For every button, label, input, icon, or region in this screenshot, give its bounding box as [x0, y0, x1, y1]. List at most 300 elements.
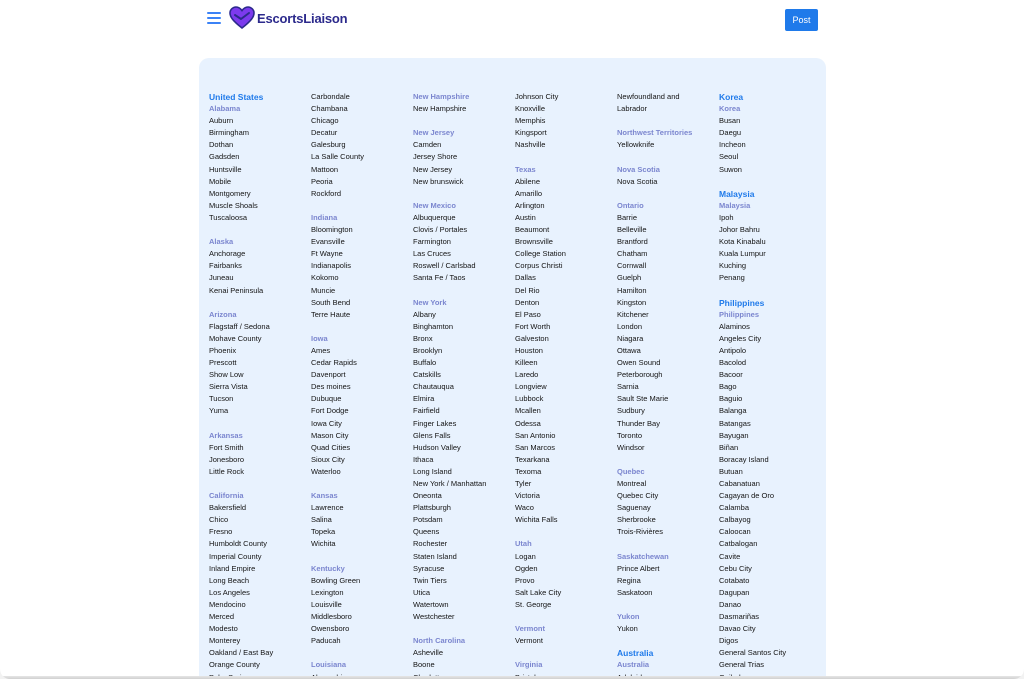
region-heading[interactable]: Iowa — [311, 333, 328, 343]
city-link[interactable]: Modesto — [209, 624, 238, 634]
city-link[interactable]: Ogden — [515, 563, 538, 573]
city-link[interactable]: Baguio — [719, 394, 743, 404]
city-link[interactable]: Merced — [209, 612, 235, 622]
city-link[interactable]: Killeen — [515, 358, 538, 368]
city-link[interactable]: Hudson Valley — [413, 442, 461, 452]
city-link[interactable]: Mohave County — [209, 333, 262, 343]
city-link[interactable]: South Bend — [311, 297, 351, 307]
city-link[interactable]: Anchorage — [209, 249, 246, 259]
city-link[interactable]: Los Angeles — [209, 587, 250, 597]
city-link[interactable]: Flagstaff / Sedona — [209, 321, 270, 331]
city-link[interactable]: Salt Lake City — [515, 587, 562, 597]
city-link[interactable]: Batangas — [719, 418, 751, 428]
country-heading[interactable]: United States — [209, 92, 264, 102]
city-link[interactable]: Penang — [719, 273, 745, 283]
city-link[interactable]: Fairbanks — [209, 261, 242, 271]
city-link[interactable]: Angeles City — [719, 333, 762, 343]
city-link[interactable]: Asheville — [413, 648, 444, 658]
city-link[interactable]: Owensboro — [311, 624, 350, 634]
city-link[interactable]: Cedar Rapids — [311, 358, 357, 368]
city-link[interactable]: College Station — [515, 249, 566, 259]
city-link[interactable]: New York / Manhattan — [413, 479, 487, 488]
city-link[interactable]: Syracuse — [413, 563, 445, 573]
spacer — [515, 526, 615, 538]
logo-text: EscortsLiaison — [257, 10, 348, 26]
region-heading[interactable]: Arkansas — [209, 430, 243, 440]
city-link[interactable]: Buffalo — [413, 358, 437, 368]
city-link[interactable]: Fresno — [209, 527, 233, 537]
city-link[interactable]: Mason City — [311, 430, 349, 440]
city-link[interactable]: Mendocino — [209, 599, 246, 609]
city-link[interactable]: Ithaca — [413, 454, 434, 464]
city-link[interactable]: Quad Cities — [311, 442, 351, 452]
city-link[interactable]: Alaminos — [719, 321, 750, 331]
spacer — [617, 454, 717, 466]
city-link[interactable]: Ft Wayne — [311, 249, 343, 259]
city-link[interactable]: Nova Scotia — [617, 176, 658, 186]
location-column — [209, 91, 309, 679]
city-link[interactable]: Windsor — [617, 442, 645, 452]
city-link[interactable]: Topeka — [311, 527, 336, 537]
city-link[interactable]: Fort Worth — [515, 321, 551, 331]
city-link[interactable]: Chatham — [617, 249, 648, 259]
city-link[interactable]: Houston — [515, 345, 543, 355]
city-link[interactable]: Memphis — [515, 116, 546, 126]
city-link[interactable]: Caloocan — [719, 527, 751, 537]
locations-panel — [199, 58, 826, 679]
city-link[interactable]: Belleville — [617, 225, 647, 235]
city-link[interactable]: New Jersey — [413, 164, 453, 174]
city-link[interactable]: Quebec City — [617, 491, 659, 501]
city-link[interactable]: Plattsburgh — [413, 503, 451, 513]
region-heading[interactable]: Alaska — [209, 237, 234, 247]
region-heading[interactable]: California — [209, 491, 244, 501]
region-heading[interactable]: Ontario — [617, 200, 644, 210]
city-link[interactable]: Corpus Christi — [515, 261, 563, 271]
city-link[interactable]: Ottawa — [617, 345, 641, 355]
city-link[interactable]: Cotabato — [719, 575, 750, 585]
spacer — [617, 599, 717, 611]
spacer — [413, 623, 513, 635]
region-heading[interactable]: Vermont — [515, 624, 546, 634]
city-link[interactable]: Laredo — [515, 370, 539, 380]
country-heading[interactable]: Malaysia — [719, 188, 755, 199]
city-link[interactable]: Clovis / Portales — [413, 225, 468, 235]
city-link[interactable]: Montreal — [617, 479, 647, 488]
city-link[interactable]: Westchester — [413, 612, 455, 622]
city-link[interactable]: Paducah — [311, 636, 341, 646]
region-heading[interactable]: Korea — [719, 104, 741, 114]
city-link[interactable]: Humboldt County — [209, 539, 267, 549]
city-link[interactable]: Catskills — [413, 370, 441, 380]
spacer — [209, 478, 309, 490]
city-link[interactable]: Seoul — [719, 152, 739, 162]
city-link[interactable]: Iowa City — [311, 418, 342, 428]
city-link[interactable]: Nashville — [515, 140, 546, 150]
region-heading[interactable]: New Mexico — [413, 200, 456, 210]
city-link[interactable]: Bago — [719, 382, 737, 392]
city-link[interactable]: Evansville — [311, 237, 345, 247]
region-heading[interactable]: New Hampshire — [413, 92, 470, 101]
city-link[interactable]: Waco — [515, 503, 534, 513]
region-heading[interactable]: Kentucky — [311, 563, 345, 573]
city-link[interactable]: Oakland / East Bay — [209, 648, 274, 658]
city-link[interactable]: Butuan — [719, 466, 743, 476]
city-link[interactable]: Saskatoon — [617, 587, 653, 597]
city-link[interactable]: Bronx — [413, 333, 433, 343]
city-link[interactable]: Tyler — [515, 479, 532, 488]
spacer — [515, 611, 615, 623]
city-link[interactable]: Birmingham — [209, 128, 250, 138]
city-link[interactable]: Jonesboro — [209, 454, 245, 464]
spacer — [617, 188, 717, 200]
city-link[interactable]: Juneau — [209, 273, 234, 283]
country-heading[interactable]: Philippines — [719, 297, 765, 308]
city-link[interactable]: Kitchener — [617, 309, 649, 319]
city-link[interactable]: Kokomo — [311, 273, 339, 283]
city-link[interactable]: Kota Kinabalu — [719, 237, 766, 247]
site-logo[interactable] — [229, 6, 347, 30]
spacer — [719, 285, 819, 297]
region-heading[interactable]: Malaysia — [719, 200, 751, 210]
city-link[interactable]: Fort Smith — [209, 442, 244, 452]
city-link[interactable]: Watertown — [413, 599, 449, 609]
city-link[interactable]: Niagara — [617, 333, 644, 343]
city-link[interactable]: Sarnia — [617, 382, 639, 392]
city-link[interactable]: London — [617, 321, 643, 331]
city-link[interactable]: Tucson — [209, 394, 234, 404]
city-link[interactable]: Dallas — [515, 273, 536, 283]
city-link[interactable]: Dagupan — [719, 587, 750, 597]
city-link[interactable]: Galesburg — [311, 140, 346, 150]
city-link[interactable]: Cagayan de Oro — [719, 491, 775, 501]
city-link[interactable]: Albany — [413, 309, 436, 319]
city-link[interactable]: Chico — [209, 515, 229, 525]
region-heading[interactable]: Quebec — [617, 466, 645, 476]
city-link[interactable]: Binghamton — [413, 321, 454, 331]
city-link[interactable]: Davao City — [719, 624, 756, 634]
city-link[interactable]: Barrie — [617, 212, 638, 222]
city-link[interactable]: Des moines — [311, 382, 351, 392]
city-link[interactable]: Antipolo — [719, 345, 747, 355]
city-link[interactable]: Carbondale — [311, 92, 350, 101]
city-link[interactable]: Tuscaloosa — [209, 212, 248, 222]
city-link[interactable]: Indianapolis — [311, 261, 352, 271]
location-column — [413, 91, 513, 679]
city-link[interactable]: Monterey — [209, 636, 241, 646]
city-link[interactable]: Show Low — [209, 370, 244, 380]
city-link[interactable]: Brantford — [617, 237, 648, 247]
city-link[interactable]: Auburn — [209, 116, 234, 126]
region-heading[interactable]: Australia — [617, 660, 650, 670]
city-link[interactable]: Long Beach — [209, 575, 250, 585]
city-link[interactable]: Queens — [413, 527, 440, 537]
spacer — [209, 418, 309, 430]
city-link[interactable]: Santa Fe / Taos — [413, 273, 466, 283]
city-link[interactable]: Peterborough — [617, 370, 663, 380]
spacer — [311, 647, 411, 659]
city-link[interactable]: Yuma — [209, 406, 229, 416]
city-link[interactable]: Kuala Lumpur — [719, 249, 766, 259]
city-link[interactable]: Imperial County — [209, 551, 262, 561]
city-link[interactable]: Rockford — [311, 188, 342, 198]
region-heading[interactable]: Saskatchewan — [617, 551, 669, 561]
city-link[interactable]: New Hampshire — [413, 104, 467, 114]
city-link[interactable]: Arlington — [515, 200, 545, 210]
city-link[interactable]: Catbalogan — [719, 539, 758, 549]
city-link[interactable]: Muscle Shoals — [209, 200, 258, 210]
city-link[interactable]: Mattoon — [311, 164, 339, 174]
city-link[interactable]: Busan — [719, 116, 741, 126]
region-heading[interactable]: Yukon — [617, 612, 640, 622]
city-link[interactable]: Abilene — [515, 176, 541, 186]
site-header — [0, 0, 1024, 40]
city-link[interactable]: Jersey Shore — [413, 152, 458, 162]
city-link[interactable]: Bacoor — [719, 370, 743, 380]
spacer — [617, 538, 717, 550]
city-link[interactable]: Ames — [311, 345, 331, 355]
region-heading[interactable]: Louisiana — [311, 660, 347, 670]
city-link[interactable]: Rochester — [413, 539, 448, 549]
city-link[interactable]: Kuching — [719, 261, 747, 271]
city-link[interactable]: New brunswick — [413, 176, 464, 186]
city-link[interactable]: Vermont — [515, 636, 543, 646]
region-heading[interactable]: Kansas — [311, 491, 338, 501]
city-link[interactable]: Galveston — [515, 333, 549, 343]
city-link[interactable]: Boracay Island — [719, 454, 769, 464]
city-link[interactable]: Dothan — [209, 140, 234, 150]
city-link[interactable]: Fairfield — [413, 406, 440, 416]
spacer — [515, 151, 615, 163]
city-link[interactable]: Kingsport — [515, 128, 547, 138]
city-link[interactable]: Chicago — [311, 116, 339, 126]
city-link[interactable]: Texoma — [515, 466, 542, 476]
city-link[interactable]: Sherbrooke — [617, 515, 656, 525]
city-link[interactable]: Yellowknife — [617, 140, 655, 150]
spacer — [311, 478, 411, 490]
city-link[interactable]: Las Cruces — [413, 249, 451, 259]
city-link[interactable]: Denton — [515, 297, 540, 307]
spacer — [515, 647, 615, 659]
heart-logo-icon — [229, 6, 255, 30]
city-link[interactable]: La Salle County — [311, 152, 364, 162]
city-link[interactable]: Sierra Vista — [209, 382, 248, 392]
city-link[interactable]: Mcallen — [515, 406, 541, 416]
city-link[interactable]: Provo — [515, 575, 535, 585]
city-link[interactable]: Knoxville — [515, 104, 546, 114]
city-link[interactable]: Louisville — [311, 599, 342, 609]
city-link[interactable]: Huntsville — [209, 164, 242, 174]
city-link[interactable]: Balanga — [719, 406, 747, 416]
city-link[interactable]: Elmira — [413, 394, 435, 404]
city-link[interactable]: Wichita Falls — [515, 515, 558, 525]
country-heading[interactable]: Australia — [617, 648, 654, 659]
city-link[interactable]: Austin — [515, 212, 536, 222]
hamburger-icon[interactable] — [207, 12, 221, 26]
city-link[interactable]: Johor Bahru — [719, 225, 760, 235]
city-link[interactable]: Salina — [311, 515, 332, 525]
spacer — [617, 635, 717, 647]
city-link[interactable]: Trois-Rivières — [617, 527, 663, 537]
region-heading[interactable]: Philippines — [719, 309, 760, 319]
city-link[interactable]: Incheon — [719, 140, 746, 150]
city-link[interactable]: Peoria — [311, 176, 333, 186]
city-link[interactable]: Suwon — [719, 164, 742, 174]
locations-columns — [209, 91, 824, 679]
city-link[interactable]: Muncie — [311, 285, 336, 295]
city-link[interactable]: Prescott — [209, 358, 237, 368]
city-link[interactable]: Glens Falls — [413, 430, 451, 440]
spacer — [311, 321, 411, 333]
city-link[interactable]: Chautauqua — [413, 382, 454, 392]
location-column — [719, 91, 819, 679]
city-link[interactable]: Lexington — [311, 587, 344, 597]
city-link[interactable]: Saguenay — [617, 503, 651, 513]
city-link[interactable]: Bowling Green — [311, 575, 361, 585]
city-link[interactable]: Camden — [413, 140, 442, 150]
city-link[interactable]: Daegu — [719, 128, 742, 138]
spacer — [719, 176, 819, 188]
city-link[interactable]: Boone — [413, 660, 435, 670]
post-button[interactable]: Post — [785, 9, 818, 31]
city-link[interactable]: Odessa — [515, 418, 541, 428]
region-heading[interactable]: Indiana — [311, 212, 338, 222]
region-heading[interactable]: Virginia — [515, 660, 543, 670]
city-link[interactable]: Cavite — [719, 551, 741, 561]
spacer — [413, 115, 513, 127]
region-heading[interactable]: Texas — [515, 164, 536, 174]
city-link[interactable]: Bacolod — [719, 358, 747, 368]
city-link[interactable]: San Marcos — [515, 442, 556, 452]
city-link[interactable]: Cabanatuan — [719, 479, 760, 488]
city-link[interactable]: Waterloo — [311, 466, 341, 476]
city-link[interactable]: Bakersfield — [209, 503, 247, 513]
city-link[interactable]: Del Rio — [515, 285, 540, 295]
city-link[interactable]: Regina — [617, 575, 641, 585]
location-column — [617, 91, 717, 679]
city-link[interactable]: Newfoundland and — [617, 92, 680, 101]
city-link[interactable]: Lubbock — [515, 394, 544, 404]
city-link[interactable]: Montgomery — [209, 188, 251, 198]
city-link[interactable]: Cebu City — [719, 563, 752, 573]
city-link[interactable]: Bloomington — [311, 225, 353, 235]
city-link[interactable]: Decatur — [311, 128, 338, 138]
city-link[interactable]: Middlesboro — [311, 612, 352, 622]
city-link[interactable]: Albuquerque — [413, 212, 456, 222]
city-link[interactable]: Wichita — [311, 539, 336, 549]
city-link[interactable]: Finger Lakes — [413, 418, 457, 428]
city-link[interactable]: Calbayog — [719, 515, 751, 525]
city-link[interactable]: Sault Ste Marie — [617, 394, 669, 404]
city-link[interactable]: Digos — [719, 636, 739, 646]
city-link[interactable]: Guelph — [617, 273, 642, 283]
region-heading[interactable]: New York — [413, 297, 447, 307]
city-link[interactable]: Twin Tiers — [413, 575, 447, 585]
city-link[interactable]: Dasmariñas — [719, 612, 760, 622]
region-heading[interactable]: Nova Scotia — [617, 164, 660, 174]
city-link[interactable]: General Trias — [719, 660, 765, 670]
city-link[interactable]: Inland Empire — [209, 563, 256, 573]
city-link[interactable]: Johnson City — [515, 92, 559, 101]
spacer — [209, 297, 309, 309]
city-link[interactable]: Chambana — [311, 104, 348, 114]
city-link[interactable]: Phoenix — [209, 345, 237, 355]
city-link[interactable]: Danao — [719, 599, 742, 609]
city-link[interactable]: Potsdam — [413, 515, 443, 525]
city-link[interactable]: Amarillo — [515, 188, 543, 198]
city-link[interactable]: Kingston — [617, 297, 647, 307]
city-link[interactable]: Ipoh — [719, 212, 734, 222]
city-link[interactable]: Cornwall — [617, 261, 647, 271]
city-link[interactable]: Fort Dodge — [311, 406, 349, 416]
region-heading[interactable]: Alabama — [209, 104, 241, 114]
city-link[interactable]: Thunder Bay — [617, 418, 660, 428]
city-link[interactable]: Labrador — [617, 104, 648, 114]
city-link[interactable]: Staten Island — [413, 551, 457, 561]
city-link[interactable]: Roswell / Carlsbad — [413, 261, 476, 271]
city-link[interactable]: Farmington — [413, 237, 451, 247]
city-link[interactable]: Hamilton — [617, 285, 647, 295]
region-heading[interactable]: North Carolina — [413, 636, 466, 646]
city-link[interactable]: Brownsville — [515, 237, 553, 247]
region-heading[interactable]: Northwest Territories — [617, 128, 693, 138]
city-link[interactable]: Calamba — [719, 503, 750, 513]
spacer — [617, 115, 717, 127]
region-heading[interactable]: New Jersey — [413, 128, 455, 138]
city-link[interactable]: Prince Albert — [617, 563, 660, 573]
city-link[interactable]: General Santos City — [719, 648, 787, 658]
city-link[interactable]: Sioux City — [311, 454, 345, 464]
city-link[interactable]: Davenport — [311, 370, 346, 380]
city-link[interactable]: Gadsden — [209, 152, 240, 162]
city-link[interactable]: Bayugan — [719, 430, 749, 440]
city-link[interactable]: Beaumont — [515, 225, 550, 235]
location-column — [515, 91, 615, 679]
city-link[interactable]: Brooklyn — [413, 345, 443, 355]
location-column — [311, 91, 411, 679]
city-link[interactable]: Utica — [413, 587, 431, 597]
region-heading[interactable]: Utah — [515, 539, 532, 549]
city-link[interactable]: Kenai Peninsula — [209, 285, 264, 295]
region-heading[interactable]: Arizona — [209, 309, 237, 319]
city-link[interactable]: San Antonio — [515, 430, 556, 440]
city-link[interactable]: El Paso — [515, 309, 541, 319]
city-link[interactable]: Longview — [515, 382, 547, 392]
spacer — [311, 200, 411, 212]
city-link[interactable]: Oneonta — [413, 491, 442, 501]
city-link[interactable]: Terre Haute — [311, 309, 351, 319]
city-link[interactable]: Victoria — [515, 491, 540, 501]
city-link[interactable]: Long Island — [413, 466, 452, 476]
city-link[interactable]: Lawrence — [311, 503, 344, 513]
spacer — [209, 224, 309, 236]
city-link[interactable]: Toronto — [617, 430, 643, 440]
city-link[interactable]: Yukon — [617, 624, 638, 634]
city-link[interactable]: Mobile — [209, 176, 232, 186]
city-link[interactable]: Texarkana — [515, 454, 550, 464]
city-link[interactable]: Little Rock — [209, 466, 245, 476]
city-link[interactable]: Sudbury — [617, 406, 645, 416]
city-link[interactable]: St. George — [515, 599, 552, 609]
spacer — [413, 285, 513, 297]
city-link[interactable]: Logan — [515, 551, 536, 561]
city-link[interactable]: Orange County — [209, 660, 260, 670]
city-link[interactable]: Dubuque — [311, 394, 342, 404]
city-link[interactable]: Biñan — [719, 442, 739, 452]
country-heading[interactable]: Korea — [719, 92, 744, 102]
city-link[interactable]: Owen Sound — [617, 358, 661, 368]
spacer — [617, 151, 717, 163]
